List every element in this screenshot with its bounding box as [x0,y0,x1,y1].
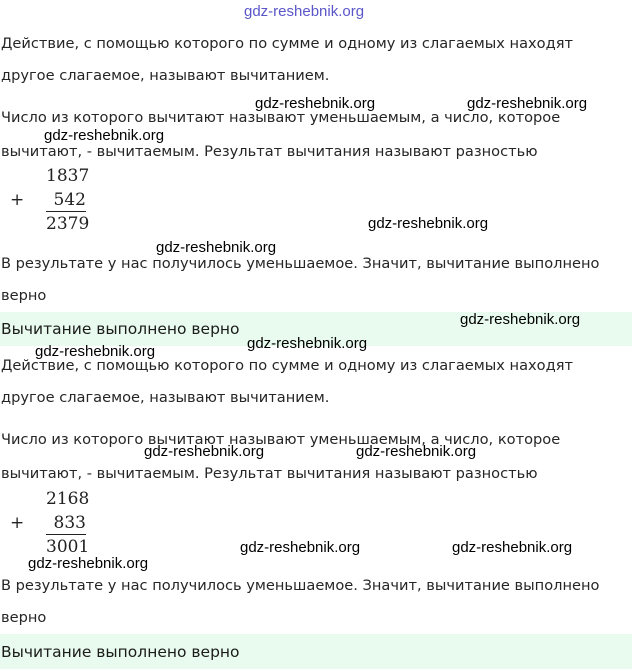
watermark-text: gdz-reshebnik.org [368,215,489,232]
sum-rule [46,534,86,535]
watermark-text: gdz-reshebnik.org [247,335,368,352]
definition-line-1: Действие, с помощью которого по сумме и одному из слагаемых находят [1,357,573,374]
watermark-text: gdz-reshebnik.org [44,127,165,144]
result-line-2: верно [1,609,47,626]
result-line-1: В результате у нас получилось уменьшаемое. Значит, вычитание выполнено [1,577,600,594]
sum-result: 2379 [46,214,90,234]
answer-text: Вычитание выполнено верно [1,320,240,338]
watermark-text: gdz-reshebnik.org [240,539,361,556]
result-line-1: В результате у нас получилось уменьшаемое. Значит, вычитание выполнено [1,255,600,272]
watermark-text: gdz-reshebnik.org [356,443,477,460]
watermark-text: gdz-reshebnik.org [28,555,149,572]
terms-line-1: Число из которого вычитают называют уменьшаемым, а число, которое [1,431,561,448]
result-line-2: верно [1,287,47,304]
sum-rule [46,211,86,212]
answer-text: Вычитание выполнено верно [1,643,240,661]
watermark-text: gdz-reshebnik.org [144,443,265,460]
watermark-text: gdz-reshebnik.org [156,239,277,256]
watermark-text: gdz-reshebnik.org [467,95,588,112]
site-watermark-top: gdz-reshebnik.org [244,3,365,20]
terms-line-2: вычитают, - вычитаемым. Результат вычитания называют разностью [1,465,538,482]
sum-result: 3001 [46,537,90,557]
addend-1: 2168 [46,489,90,509]
answer-band [0,634,632,669]
plus-operator: + [10,190,25,210]
definition-line-2: другое слагаемое, называют вычитанием. [1,389,330,406]
definition-line-1: Действие, с помощью которого по сумме и одному из слагаемых находят [1,35,573,52]
addend-1: 1837 [46,166,90,186]
watermark-text: gdz-reshebnik.org [452,539,573,556]
watermark-text: gdz-reshebnik.org [255,95,376,112]
watermark-text: gdz-reshebnik.org [460,311,581,328]
definition-line-2: другое слагаемое, называют вычитанием. [1,67,330,84]
watermark-text: gdz-reshebnik.org [35,343,156,360]
addend-2: 833 [53,513,86,533]
addend-2: 542 [53,190,86,210]
terms-line-1: Число из которого вычитают называют уменьшаемым, а число, которое [1,109,561,126]
plus-operator: + [10,513,25,533]
terms-line-2: вычитают, - вычитаемым. Результат вычитания называют разностью [1,143,538,160]
